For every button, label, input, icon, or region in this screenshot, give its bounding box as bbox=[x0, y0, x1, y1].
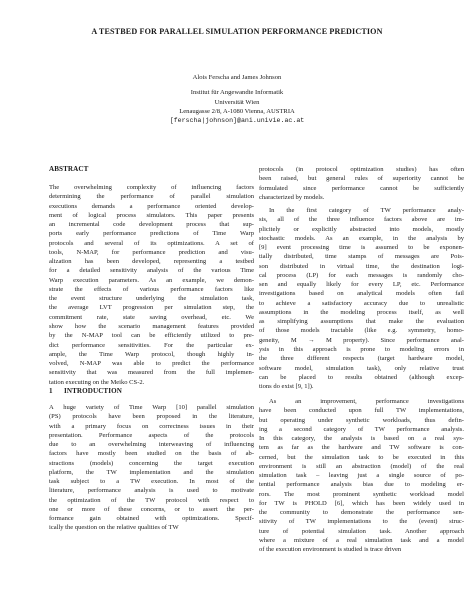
text-line: protocols and several of its optimizations. A set of bbox=[49, 239, 254, 247]
text-line: As an improvement, performance investigations bbox=[269, 398, 464, 405]
affiliation-line: Lenaugasse 2/8, A-1080 Vienna, AUSTRIA bbox=[179, 107, 295, 115]
text-line: of the execution environment is studied is trace driven bbox=[259, 546, 402, 554]
text-line: sitivity of TW implementations to the (event) struc- bbox=[259, 518, 464, 526]
text-line: sen and equally likely for every LP, etc. Performance bbox=[259, 281, 464, 289]
text-line: the average LVT progression per simulation step, the bbox=[49, 304, 254, 312]
text-line: presentation. Performance aspects of the protocols bbox=[49, 431, 254, 439]
text-line: tools, N-MAP, for performance prediction and visu- bbox=[49, 248, 254, 256]
text-line: tential performance analysis bias due to modeling er- bbox=[259, 481, 464, 489]
text-line: dict performance sensitivities. For the particular ex- bbox=[49, 341, 254, 349]
right-paragraph-2 bbox=[259, 206, 464, 391]
text-line: an incremental code development process that sup- bbox=[49, 221, 254, 229]
text-line: geneity, M → M property). Since performance anal- bbox=[259, 336, 464, 344]
text-line: task subject to a TW execution. In most of the bbox=[49, 478, 254, 486]
text-line: A huge variety of Time Warp [10] parallel simulation bbox=[49, 404, 254, 411]
text-line: characterized by models. bbox=[259, 193, 325, 201]
text-line: but operating under synthetic workloads, thus defin- bbox=[259, 416, 464, 424]
text-line: son distributed in virtual time, the destination logi- bbox=[259, 262, 464, 270]
author-block bbox=[0, 73, 474, 125]
text-line: can be placed to results obtained (although excep- bbox=[259, 373, 464, 381]
affiliation-line: Institut für Angewandte Informatik bbox=[190, 89, 284, 97]
text-line: plicitely or explicitly abstracted into models, mostly bbox=[259, 225, 464, 233]
text-line: been raised, but general rules of superiority cannot be bbox=[259, 175, 464, 183]
text-line: show how the scenario management features provided bbox=[49, 322, 254, 330]
text-line: the community to demonstrate the performance sen- bbox=[259, 509, 464, 517]
author-email: [ferscha|johnson]@ani.univie.ac.at bbox=[169, 117, 305, 125]
text-line: alization has been developed, representing a testbed bbox=[49, 258, 254, 266]
text-line: tions do exist [9, 1]). bbox=[259, 383, 314, 391]
text-line: ically the question on the relative qualities of TW bbox=[49, 524, 179, 532]
text-line: investigations based on analytical models often fail bbox=[259, 290, 464, 298]
text-line: protocols (in protocol optimization studies) has often bbox=[259, 166, 464, 173]
paper-title: A TESTBED FOR PARALLEL SIMULATION PERFORMANCE PREDICTION bbox=[91, 27, 383, 36]
text-line: [9] event processing time is assumed to be exponen- bbox=[259, 244, 464, 252]
text-line: (PS) protocols have been proposed in the literature, bbox=[49, 413, 254, 421]
section-title: INTRODUCTION bbox=[64, 387, 122, 395]
text-line: rors. The most prominent synthetic workload model bbox=[259, 490, 464, 498]
text-line: platform, the TW implementation and the simulation bbox=[49, 468, 254, 476]
text-line: determining the performance of parallel simulation bbox=[49, 193, 254, 201]
abstract-heading: ABSTRACT bbox=[49, 165, 89, 173]
text-line: In the first category of TW performance analy- bbox=[269, 207, 464, 214]
text-line: simulation task – leaving just a single source of po- bbox=[259, 472, 464, 480]
text-line: where a mixture of a real simulation task and a model bbox=[259, 536, 464, 544]
right-paragraph-1 bbox=[259, 165, 464, 202]
text-line: of those models tractable (like e.g. symmetry, homo- bbox=[259, 327, 464, 335]
text-line: ports early performance predictions of Time Warp bbox=[49, 230, 254, 238]
text-line: The overwhelming complexity of influencing factors bbox=[49, 184, 254, 191]
text-line: factors have mostly been studied on the basis of ab- bbox=[49, 450, 254, 458]
text-line: as simplifying assumptions that make the evaluation bbox=[259, 318, 464, 326]
text-line: for TW is PHOLD [6], which has been widely used in bbox=[259, 499, 464, 507]
text-line: the three different respects (target hardware model, bbox=[259, 355, 464, 363]
text-line: commitment rate, state saving overhead, etc. We bbox=[49, 313, 254, 321]
text-line: executions demands a performance oriented develop- bbox=[49, 202, 254, 210]
text-line: ment of logical process simulators. This paper presents bbox=[49, 211, 254, 219]
text-line: by the N-MAP tool can be efficiently utilized to pre- bbox=[49, 332, 254, 340]
text-line: sis, all of the three influence factors above are im- bbox=[259, 216, 464, 224]
section-number: 1 bbox=[49, 387, 53, 395]
text-line: Warp execution parameters. As an example, we demon- bbox=[49, 276, 254, 284]
text-line: to achieve a satisfactory accuracy due to unrealistic bbox=[259, 299, 464, 307]
text-line: cerned, but the simulation task to be executed in this bbox=[259, 453, 464, 461]
text-line: have been conducted upon full TW implementations, bbox=[259, 407, 464, 415]
text-line: formulated since performance cannot be sufficiently bbox=[259, 184, 464, 192]
text-line: ing a second category of TW performance analysis. bbox=[259, 425, 464, 433]
text-line: one or more of these concerns, or to assert the per- bbox=[49, 505, 254, 513]
text-line: sensitivity that was measured from the full implemen- bbox=[49, 369, 254, 377]
text-line: ture of potential simulation task. Another approach bbox=[259, 527, 464, 535]
introduction-body bbox=[49, 403, 254, 533]
text-line: ample, the Time Warp protocol, though highly in- bbox=[49, 350, 254, 358]
text-line: environment is still an abstraction (model) of the real bbox=[259, 462, 464, 470]
right-paragraph-3 bbox=[259, 397, 464, 555]
affiliation-line: Universität Wien bbox=[214, 98, 260, 106]
text-line: volved, N-MAP was able to predict the performance bbox=[49, 360, 254, 368]
text-line: strate the effects of various performance factors like bbox=[49, 285, 254, 293]
text-line: stochastic models. As an example, in the analysis by bbox=[259, 234, 464, 242]
text-line: literature, performance analysis is used to motivate bbox=[49, 487, 254, 495]
text-line: tation executing on the Meiko CS-2. bbox=[49, 378, 145, 386]
text-line: stractions (models) concerning the target execution bbox=[49, 459, 254, 467]
author-names: Alois Ferscha and James Johnson bbox=[192, 74, 282, 81]
text-line: due to an overwhelming interweaving of influencing bbox=[49, 441, 254, 449]
text-line: the event structure underlying the simulation task, bbox=[49, 295, 254, 303]
text-line: with a primary focus on correctness issues in their bbox=[49, 422, 254, 430]
section-heading-introduction bbox=[49, 387, 122, 395]
text-line: tially distributed, time stamps of messages are Pois- bbox=[259, 253, 464, 261]
text-line: In this category, the analysis is based on a real sys- bbox=[259, 435, 464, 443]
abstract-body bbox=[49, 183, 254, 387]
text-line: ysis in this approach is prone to modeling errors in bbox=[259, 345, 464, 353]
text-line: formance gain obtained with optimizations. Specif- bbox=[49, 515, 254, 523]
text-line: assumptions in the modeling process itself, as well bbox=[259, 308, 464, 316]
text-line: software model, simulation task), only relative trust bbox=[259, 364, 464, 372]
text-line: tem as far as the hardware and TW software is con- bbox=[259, 444, 464, 452]
text-line: cal process (LP) for each messages is randomly cho- bbox=[259, 271, 464, 279]
text-line: for a detailed sensitivity analysis of the various Time bbox=[49, 267, 254, 275]
text-line: the optimization of the TW protocol with respect to bbox=[49, 496, 254, 504]
